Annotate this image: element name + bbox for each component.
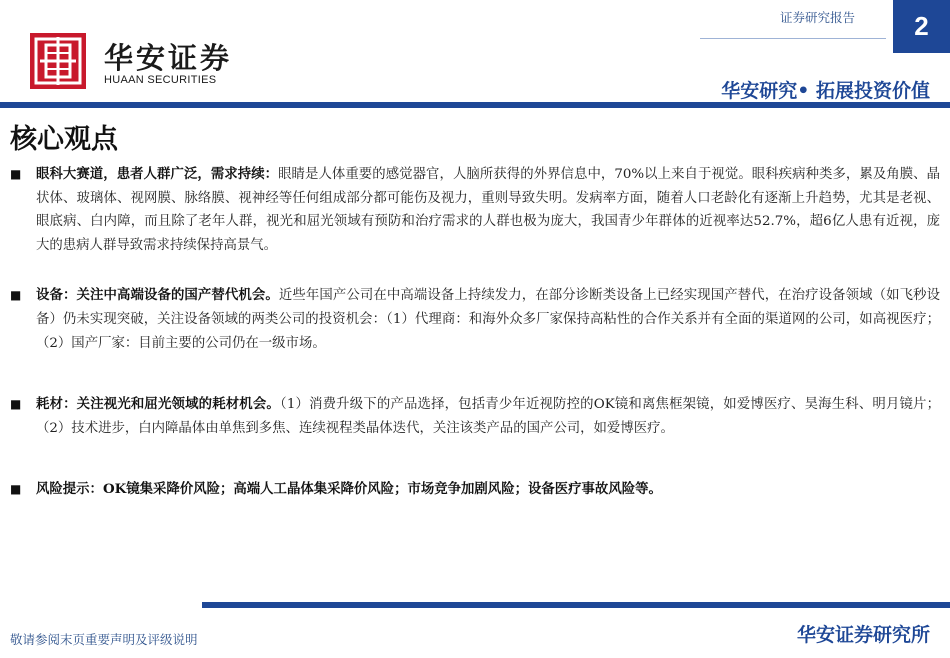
key-point-heading: 设备：关注中高端设备的国产替代机会。 xyxy=(36,287,279,304)
key-point-text: 近些年国产公司在中高端设备上持续发力，在部分诊断类设备上已经实现国产替代，在治疗设备领域（如飞秒设备）仍未实现突破，关注设备领域的两类公司的投资机会：（1）代理商：和海外众多厂家保持高粘性的合作关系并有全面的渠道网的公司，如高视医疗；（2）国产厂家：目前主要的公司仍在一级市场。 xyxy=(36,288,941,351)
page-title: 核心观点 xyxy=(10,124,118,155)
key-point-ophthalmology xyxy=(10,163,940,257)
logo-chinese-name: 华安证券 xyxy=(104,41,233,75)
header-slogan: 华安研究• 拓展投资价值 xyxy=(721,80,930,102)
bullet-square-icon: ■ xyxy=(10,288,22,303)
footer-disclaimer: 敬请参阅末页重要声明及评级说明 xyxy=(10,632,198,647)
bullet-square-icon: ■ xyxy=(10,167,22,181)
logo-english-name: HUAAN SECURITIES xyxy=(104,74,217,86)
key-point-heading: 耗材：关注视光和屈光领域的耗材机会。 xyxy=(36,396,280,413)
key-point-equipment xyxy=(10,284,940,355)
key-point-text: （1）消费升级下的产品选择，包括青少年近视防控的OK镜和离焦框架镜，如爱博医疗、昊海生科、明月镜片；（2）技术进步，白内障晶体由单焦到多焦、连续视程类晶体迭代，关注该类产品的国产公司，如爱博医疗。 xyxy=(36,397,940,436)
footer-firm-name: 华安证券研究所 xyxy=(796,624,930,646)
footer-bar xyxy=(202,602,950,608)
page-number-badge xyxy=(893,0,950,53)
key-point-heading: 风险提示：OK镜集采降价风险；高端人工晶体集采降价风险；市场竞争加剧风险；设备医疗事故风险等。 xyxy=(36,481,662,498)
header-divider xyxy=(700,38,886,39)
page-number: 2 xyxy=(914,11,929,41)
report-type-label: 证券研究报告 xyxy=(780,10,856,25)
key-point-consumables xyxy=(10,393,940,440)
bullet-square-icon: ■ xyxy=(10,482,22,497)
key-points-list xyxy=(10,163,940,502)
huaan-logo-icon xyxy=(30,33,86,89)
key-point-heading: 眼科大赛道，患者人群广泛，需求持续： xyxy=(36,166,279,182)
key-point-text: 眼睛是人体重要的感觉器官，人脑所获得的外界信息中，70%以上来自于视觉。眼科疾病种类多，累及角膜、晶状体、玻璃体、视网膜、脉络膜、视神经等任何组成部分都可能伤及视力，重则导致失明。发病率方面，随着人口老龄化有逐渐上升趋势，尤其是老视、眼底病、白内障，而且除了老年人群，视光和屈光领域有预防和治疗需求的人群也极为庞大，我国青少年群体的近视率达52.7%，超6亿人患有近视，庞大的患病人群导致需求持续保持高景气。 xyxy=(36,167,941,253)
header-bar xyxy=(0,102,950,108)
bullet-square-icon: ■ xyxy=(10,397,22,412)
key-point-risk xyxy=(10,478,940,502)
